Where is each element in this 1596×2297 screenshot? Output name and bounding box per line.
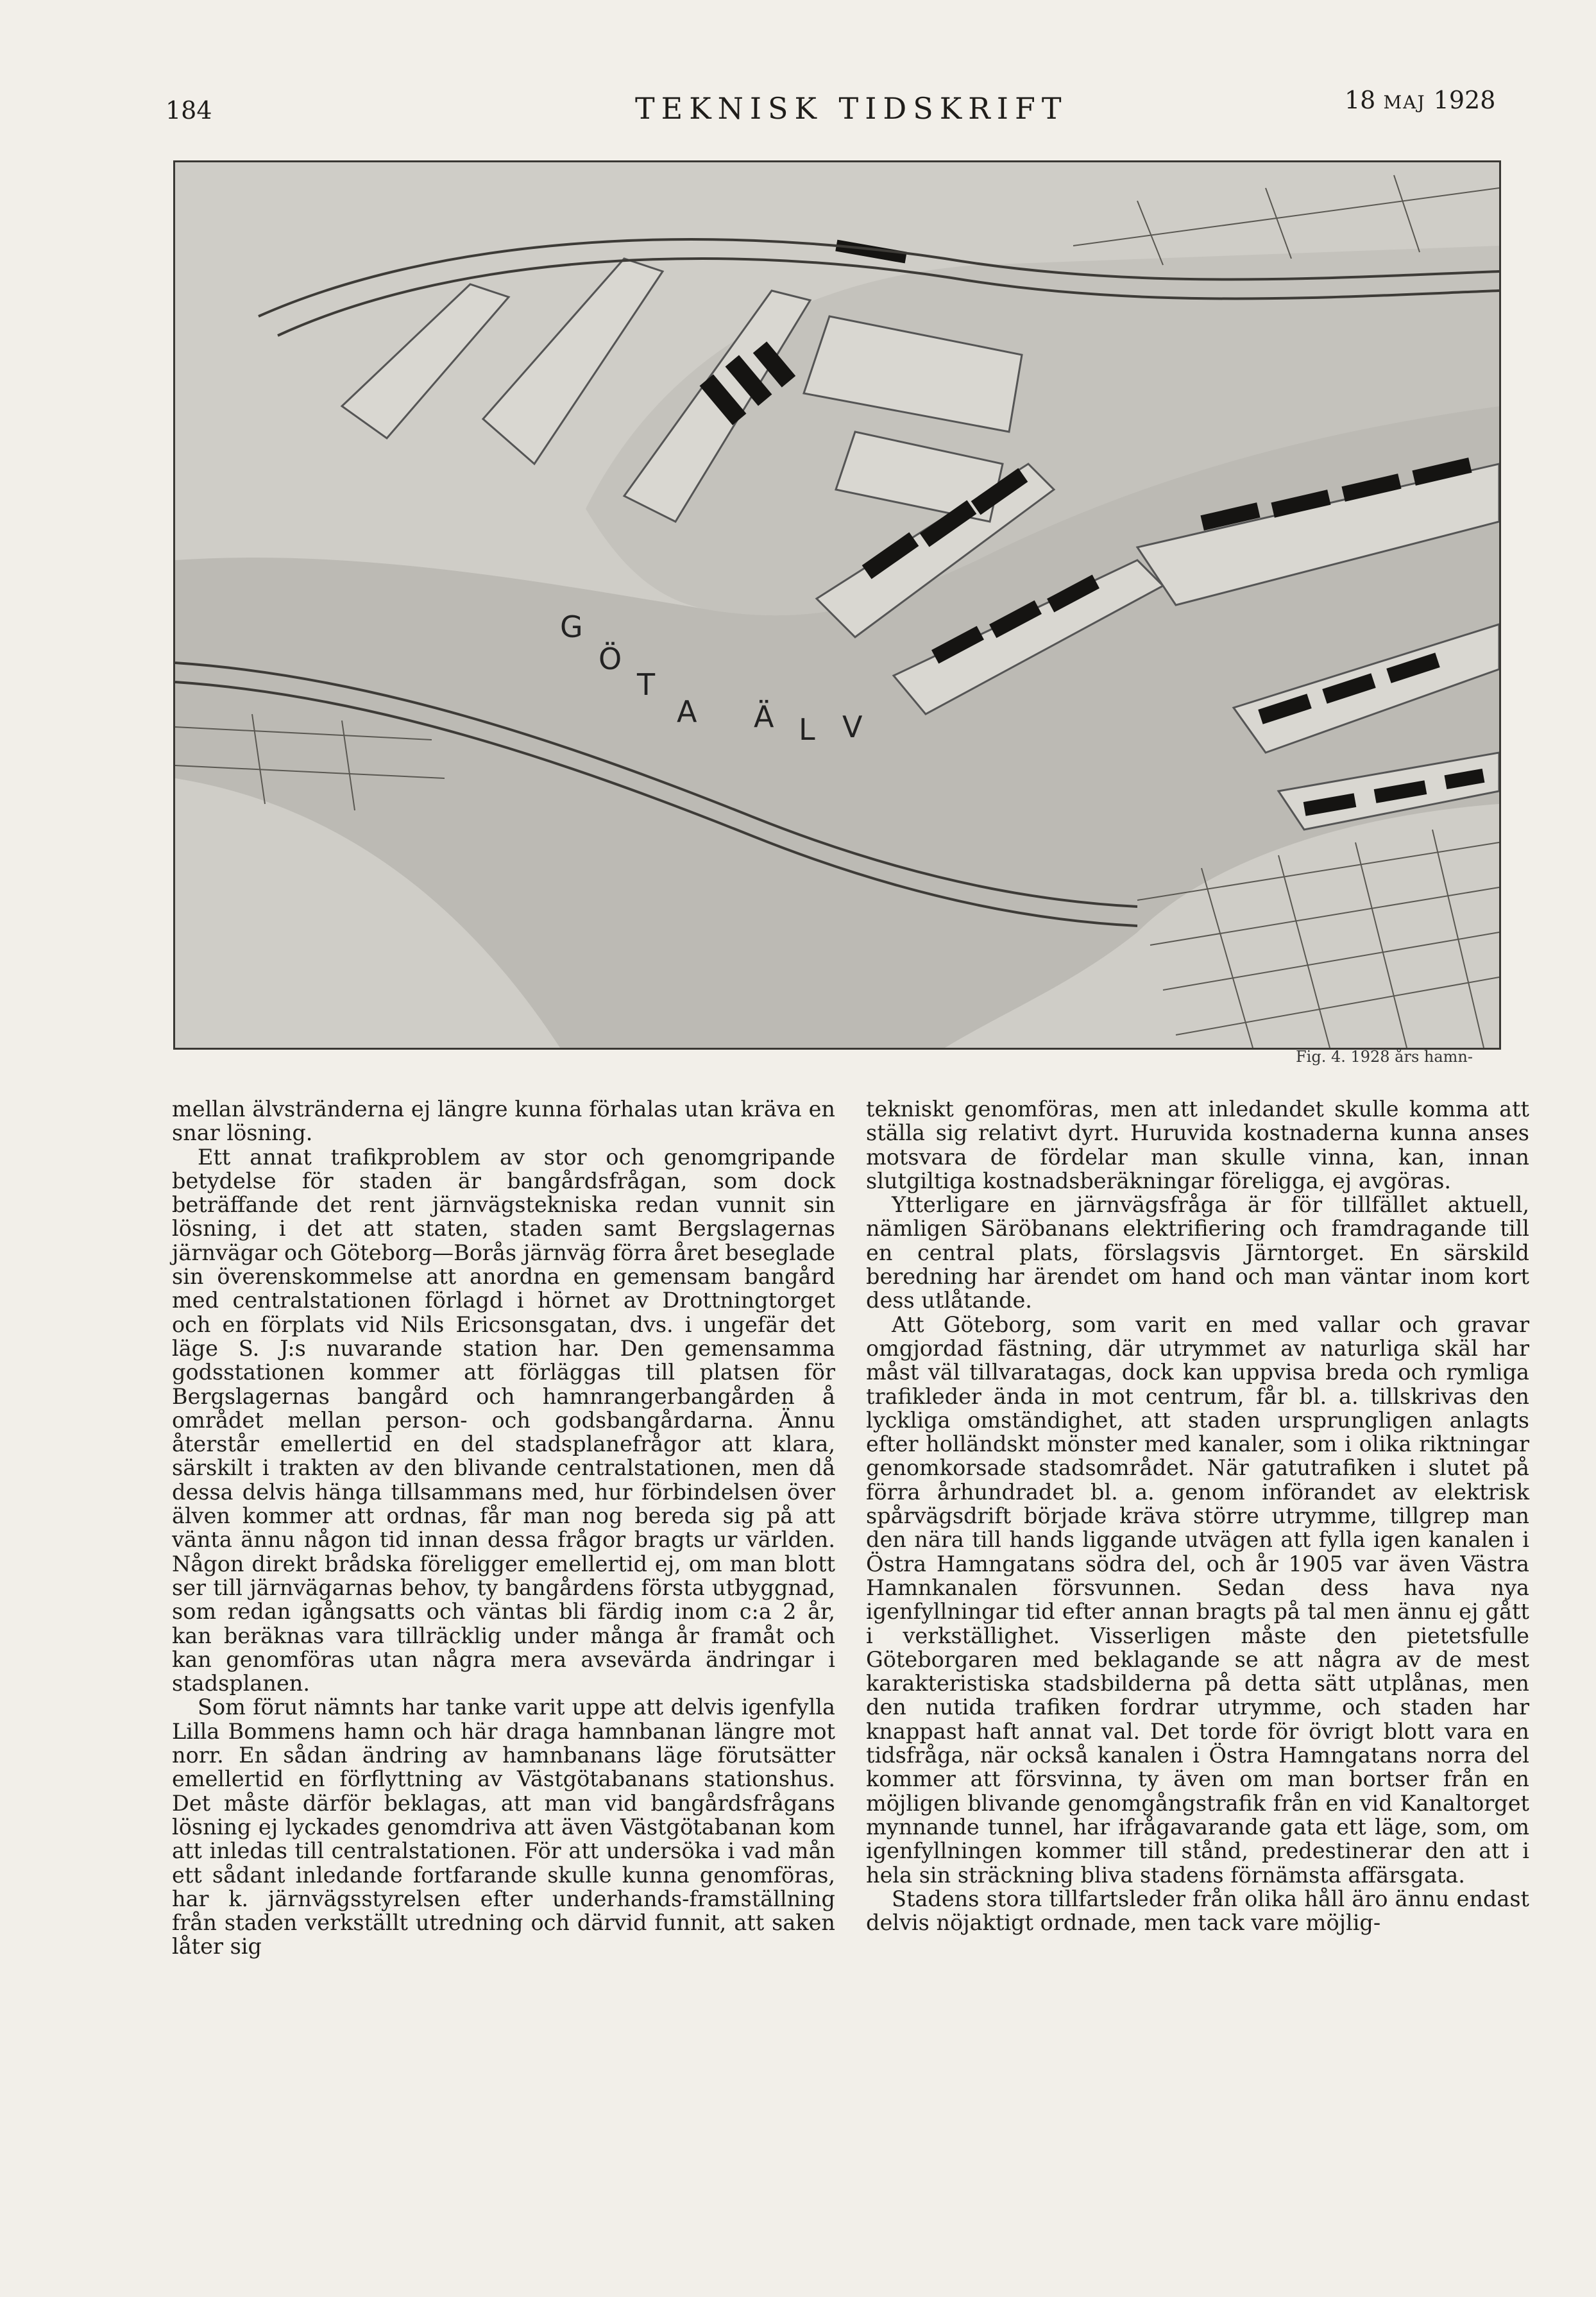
left-text-column [172, 1097, 835, 2137]
river-letter: Ä [754, 699, 774, 734]
paragraph: Som förut nämnts har tanke varit uppe att delvis igenfylla Lilla Bommens hamn och här draga hamnbanan längre mot norr. En sådan ändring av hamnbanans läge förutsätter emellertid en förflyttning av Västgötabanans stationshus. Det måste därför beklagas, att man vid bangårdsfrågans lösning ej lyckades genomdriva att även Västgötabanan kom att inledas till centralstationen. För att undersöka i vad mån ett sådant inledande fortfarande skulle kunna genomföras, har k. järnvägsstyrelsen efter underhands-framställning från staden verkställt utredning och därvid funnit, att saken låter sig [172, 1695, 835, 1960]
paragraph: tekniskt genomföras, men att inledandet skulle komma att ställa sig relativt dyrt. Huruvida kostnaderna kunna anses motsvara de fördelar man skulle vinna, kan, innan slutgiltiga kostnadsberäkningar föreligga, ej avgöras. [866, 1097, 1529, 1193]
page-header [0, 77, 1596, 126]
issue-date-month: MAJ [1383, 92, 1426, 113]
issue-date-year: 1928 [1433, 86, 1496, 114]
river-letter: L [799, 712, 815, 747]
paragraph: Att Göteborg, som varit en med vallar och gravar omgjordad fästning, där utrymmet av naturliga skäl har måst väl tillvaratagas, dock kan uppvisa breda och rymliga trafikleder ända in mot centrum, får bl. a. tillskrivas den lyckliga omständighet, att staden ursprungligen anlagts efter holländskt mönster med kanaler, som i olika riktningar genomkorsade stadsområdet. När gatutrafiken i slutet på förra århundradet bl. a. genom införandet av elektrisk spårvägsdrift började kräva större utrymme, tillgrep man den nära till hands liggande utvägen att fylla igen kanalen i Östra Hamngatans södra del, och år 1905 var även Västra Hamnkanalen försvunnen. Sedan dess hava nya igenfyllningar tid efter annan bragts på tal men ännu ej gått i verkställighet. Visserligen måste den pietetsfulle Göteborgaren med beklagande se att några av de mest karakteristiska stadsbilderna på detta sätt utplånas, men den nutida trafiken fordrar utrymme, och staden har knappast haft annat val. Det torde för övrigt blott vara en tidsfråga, när också kanalen i Östra Hamngatans norra del kommer att försvinna, ty även om man bortser från en möjligen blivande genomgångstrafik från en vid Kanaltorget mynnande tunnel, har ifrågavarande gata ett läge, som, om igenfyllningen kommer till stånd, predestinerar den att i hela sin sträckning bliva stadens förnämsta affärsgata. [866, 1311, 1529, 1888]
river-letter: V [842, 710, 863, 744]
paragraph: mellan älvstränderna ej längre kunna förhalas utan kräva en snar lösning. [172, 1097, 835, 1146]
paragraph: Stadens stora tillfartsleder från olika håll äro ännu endast delvis nöjaktigt ordnade, men tack vare möjlig- [866, 1886, 1529, 1936]
issue-date [1345, 86, 1495, 114]
harbour-map [175, 162, 1499, 1048]
journal-title: TEKNISK TIDSKRIFT [635, 91, 1068, 126]
issue-date-day: 18 [1345, 86, 1376, 114]
river-letter: Ö [598, 642, 622, 676]
paragraph: Ytterligare en järnvägsfråga är för tillfället aktuell, nämligen Säröbanans elektrifiering och framdragande till en central plats, förslagsvis Järntorget. En särskild beredning har ärendet om hand och man väntar inom kort dess utlåtande. [866, 1192, 1529, 1313]
figure-caption: Fig. 4. 1928 års hamn- [1296, 1048, 1473, 1066]
page-number: 184 [166, 96, 212, 124]
river-letter: A [677, 694, 697, 729]
river-letter: G [560, 610, 583, 644]
river-letter: T [637, 667, 656, 702]
right-text-column [866, 1097, 1529, 2137]
paragraph: Ett annat trafikproblem av stor och genomgripande betydelse för staden är bangårdsfrågan, som dock beträffande det rent järnvägstekniska redan vunnit sin lösning, i det att staten, staden samt Bergslagernas järnvägar och Göteborg—Borås järnväg förra året beseglade sin överenskommelse att anordna en gemensam bangård med centralstationen förlagd i hörnet av Drottningtorget och en förplats vid Nils Ericsonsgatan, dvs. i ungefär det läge S. J:s nuvarande station har. Den gemensamma godsstationen kommer att förläggas till platsen för Bergslagernas bangård och hamnrangerbangården å området mellan person- och godsbangårdarna. Ännu återstår emellertid en del stadsplanefrågor att klara, särskilt i trakten av den blivande centralstationen, men då dessa delvis hänga tillsammans med, hur förbindelsen över älven kommer att ordnas, får man nog bereda sig på att vänta ännu någon tid innan dessa frågor bragts ur världen. Någon direkt brådska föreligger emellertid ej, om man blott ser till järnvägarnas behov, ty bangårdens första utbyggnad, som redan igångsatts och väntas bli färdig inom c:a 2 år, kan beräknas vara tillräcklig under många år framåt och kan genomföras utan några mera avsevärda ändringar i stadsplanen. [172, 1144, 835, 1696]
harbour-map-figure [173, 160, 1501, 1050]
